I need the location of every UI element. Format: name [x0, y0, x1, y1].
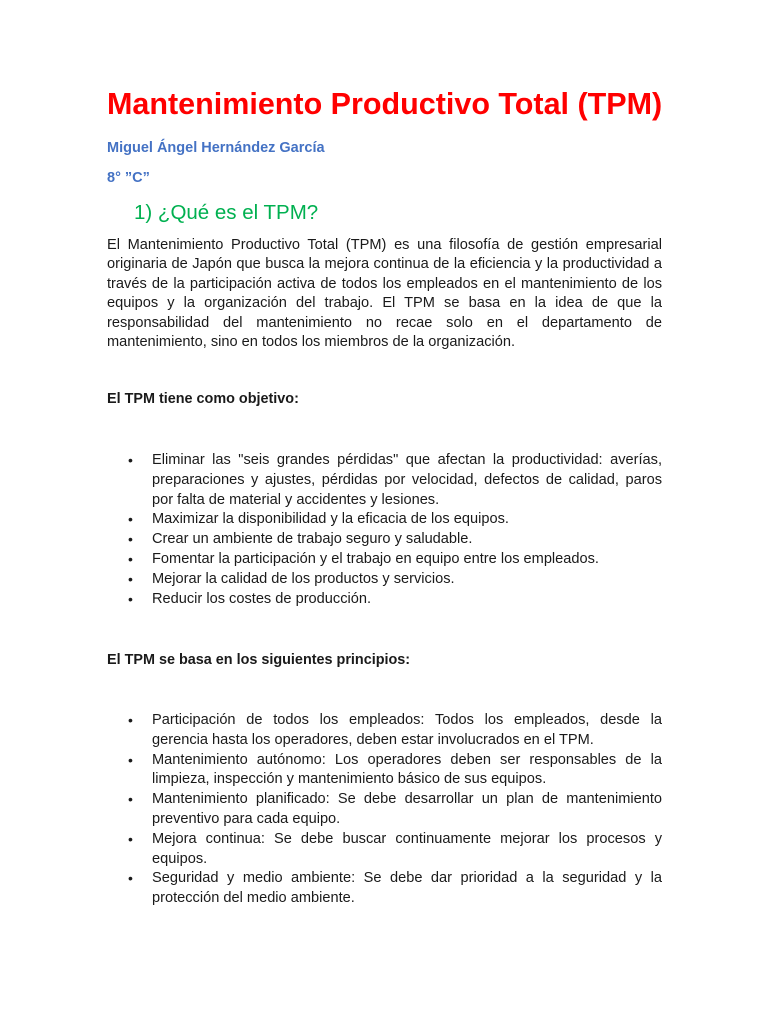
list-item: • Crear un ambiente de trabajo seguro y saludable. [107, 530, 662, 550]
list-item: • Reducir los costes de producción. [107, 590, 662, 610]
list-item: • Participación de todos los empleados: Todos los empleados, desde la gerencia hasta los operadores, deben estar involucrados en el TPM. [107, 711, 662, 751]
principles-list [107, 711, 662, 909]
list-item: • Seguridad y medio ambiente: Se debe dar prioridad a la seguridad y la protección del medio ambiente. [107, 869, 662, 909]
document-title: Mantenimiento Productivo Total (TPM) [107, 87, 663, 121]
objectives-list [107, 451, 662, 609]
objectives-heading: El TPM tiene como objetivo: [107, 391, 299, 407]
list-item: • Mantenimiento autónomo: Los operadores deben ser responsables de la limpieza, inspección y mantenimiento básico de sus equipos. [107, 751, 662, 791]
list-item: • Mejorar la calidad de los productos y servicios. [107, 570, 662, 590]
group-label: 8° ”C” [107, 170, 150, 186]
list-item: • Maximizar la disponibilidad y la eficacia de los equipos. [107, 510, 662, 530]
author-name: Miguel Ángel Hernández García [107, 140, 325, 156]
list-item: • Mejora continua: Se debe buscar continuamente mejorar los procesos y equipos. [107, 830, 662, 870]
intro-paragraph: El Mantenimiento Productivo Total (TPM) es una filosofía de gestión empresarial originaria de Japón que busca la mejora continua de la eficiencia y la productividad a través de la participación activa de todos los empleados en el mantenimiento de los equipos y la organización del trabajo. El TPM se basa en la idea de que la responsabilidad del mantenimiento no recae solo en el departamento de mantenimiento, sino en todos los miembros de la organización. [107, 237, 662, 351]
list-item: • Fomentar la participación y el trabajo en equipo entre los empleados. [107, 550, 662, 570]
list-item: • Eliminar las "seis grandes pérdidas" que afectan la productividad: averías, preparaciones y ajustes, pérdidas por velocidad, defectos de calidad, paros por falta de material y accidentes y lesiones. [107, 451, 662, 510]
list-item: • Mantenimiento planificado: Se debe desarrollar un plan de mantenimiento preventivo para cada equipo. [107, 790, 662, 830]
section-heading: 1) ¿Qué es el TPM? [134, 201, 319, 224]
principles-heading: El TPM se basa en los siguientes principios: [107, 652, 411, 668]
